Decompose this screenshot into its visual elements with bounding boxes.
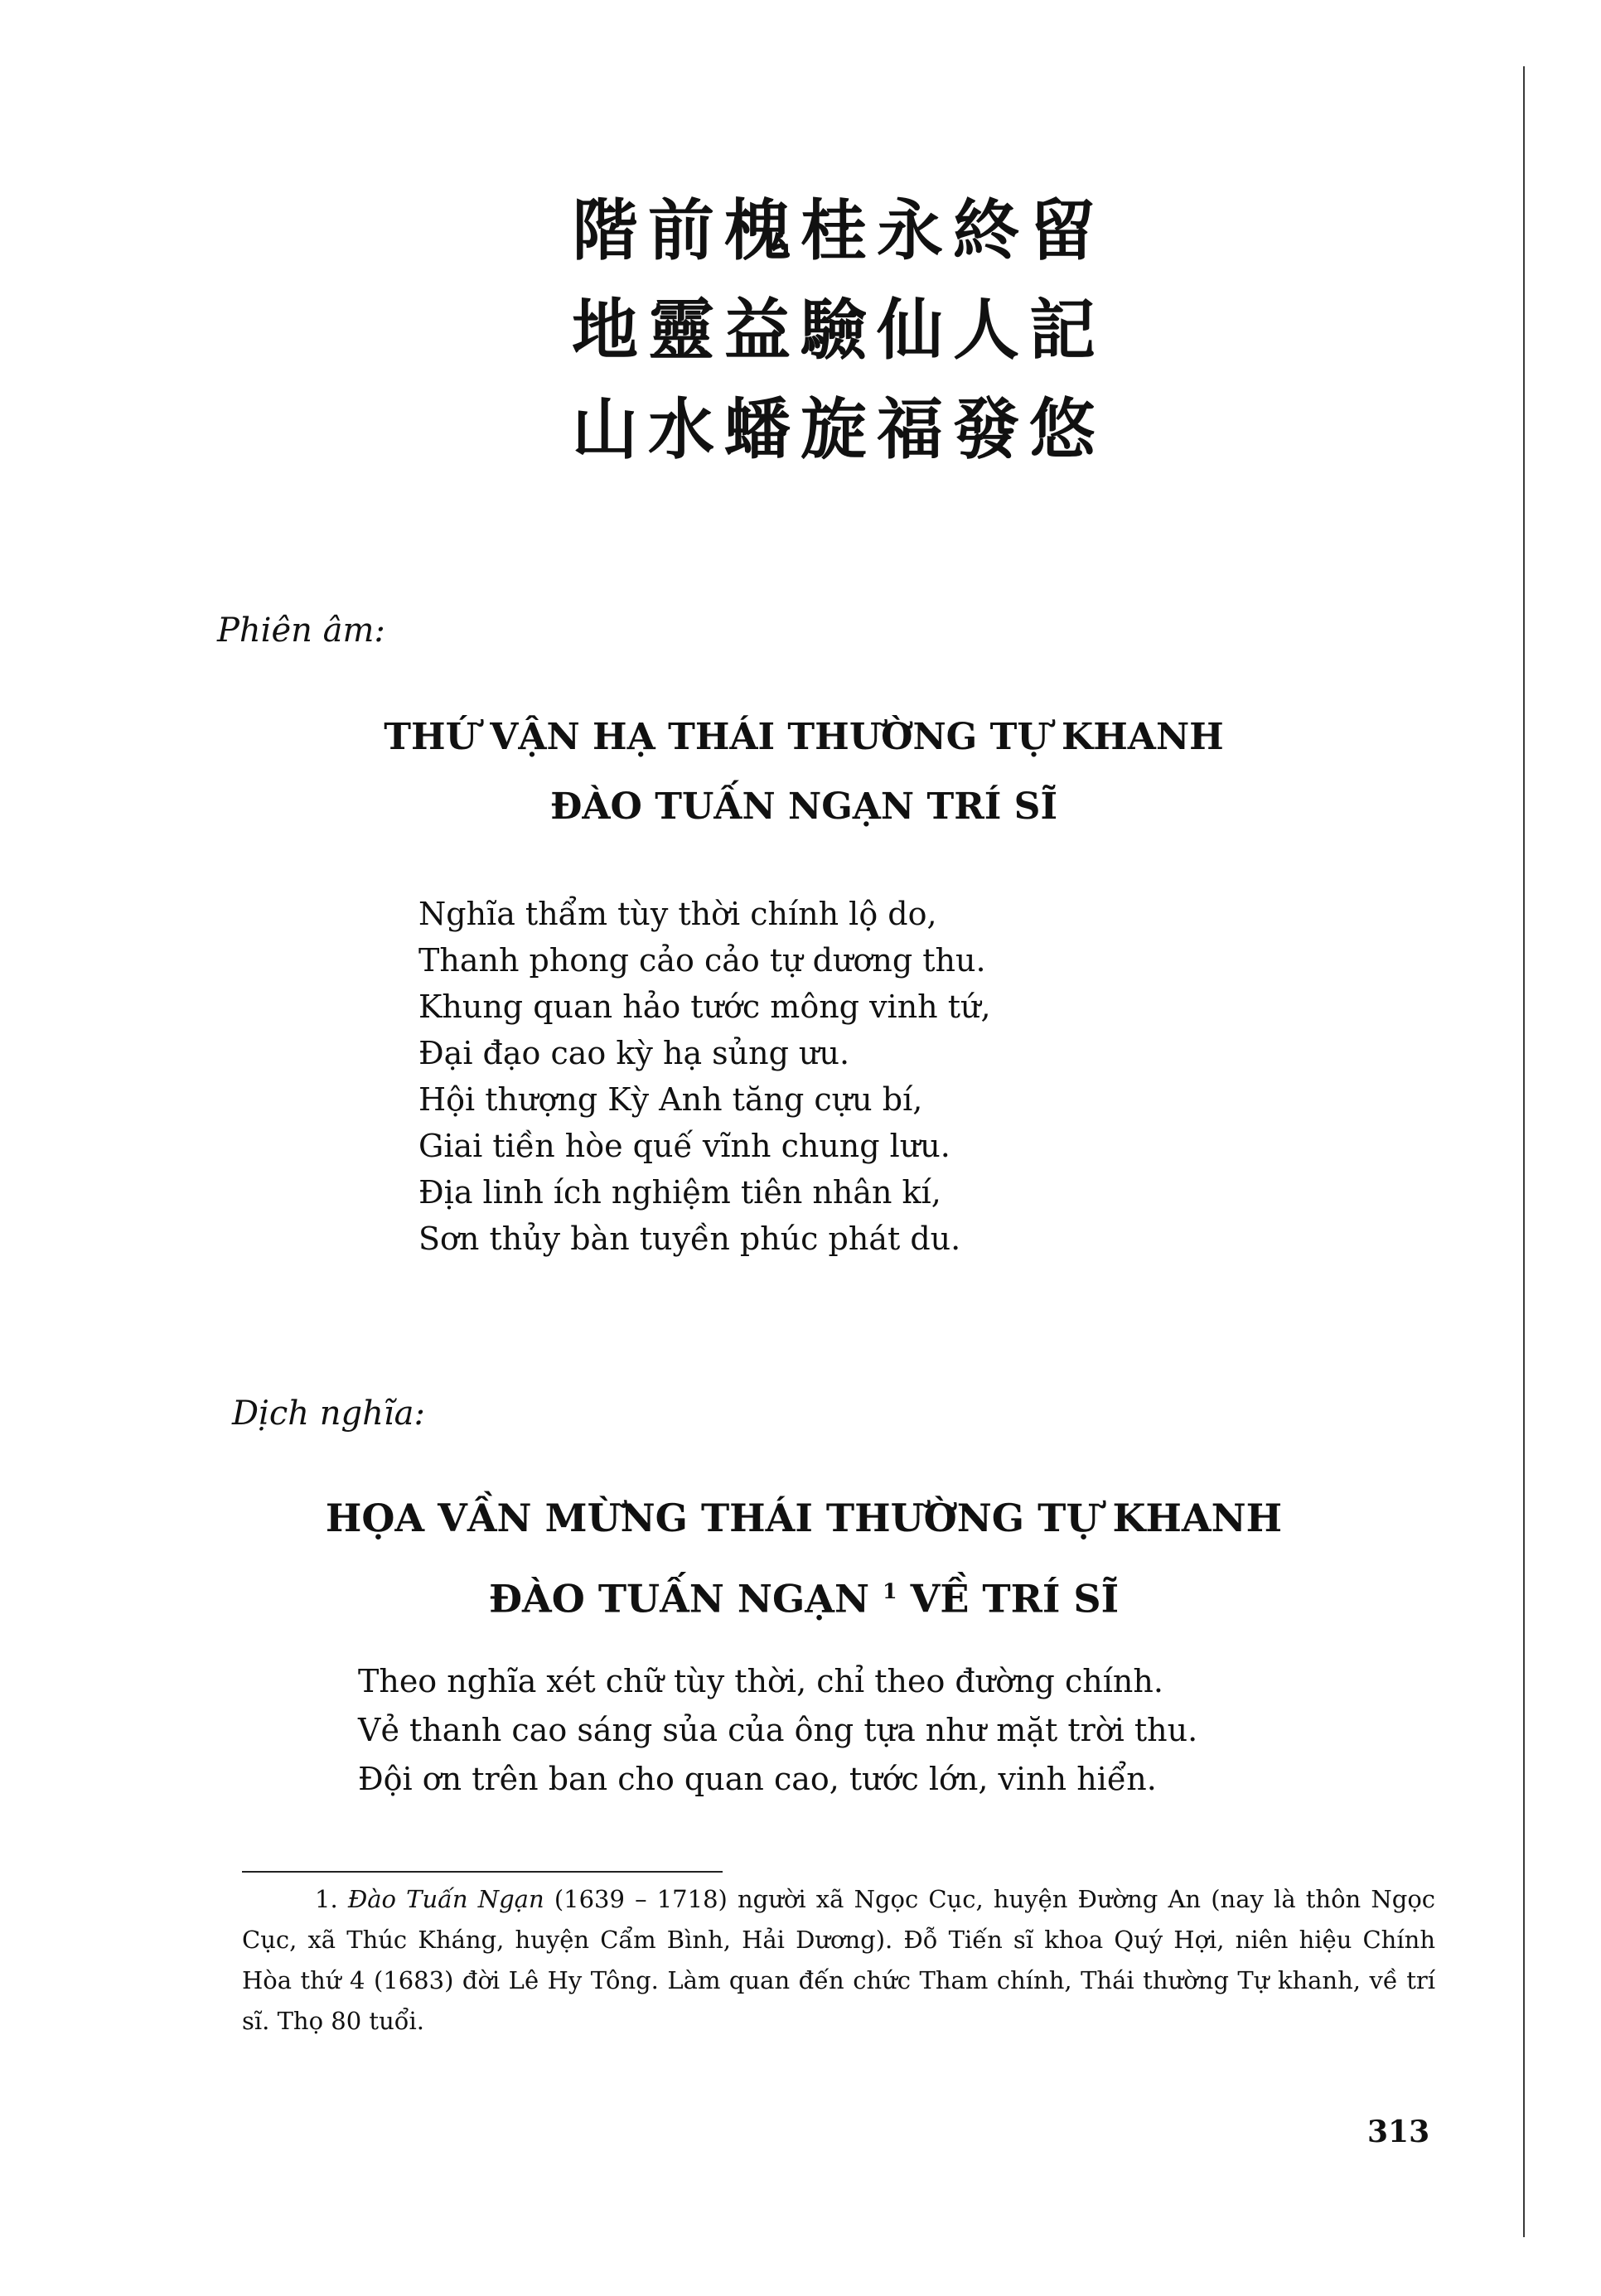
dich-nghia-label: Dịch nghĩa: [232,1395,425,1433]
chinese-poem [572,181,1152,479]
translation-line-3: Đội ơn trên ban cho quan cao, tước lớn, vinh hiển. [358,1761,1157,1797]
footnote [242,1879,1435,2042]
dich-nghia-title-line-1: HỌA VẦN MỪNG THÁI THƯỜNG TỰ KHANH [325,1496,1283,1540]
poem-line-6: Giai tiền hòe quế vĩnh chung lưu. [418,1128,950,1164]
footnote-name: Đào Tuấn Ngạn [347,1885,544,1913]
page-edge-rule [1523,66,1525,2237]
poem-line-8: Sơn thủy bàn tuyền phúc phát du. [418,1221,961,1257]
poem-line-4: Đại đạo cao kỳ hạ sủng ưu. [418,1035,850,1071]
phien-am-title-line-1: THỨ VẬN HẠ THÁI THƯỜNG TỰ KHANH [384,716,1224,758]
poem-line-1: Nghĩa thẩm tùy thời chính lộ do, [418,896,937,932]
poem-line-3: Khung quan hảo tước mông vinh tứ, [418,988,991,1025]
phien-am-label: Phiên âm: [217,611,385,650]
footnote-number: 1. [315,1885,338,1913]
translation-line-1: Theo nghĩa xét chữ tùy thời, chỉ theo đường chính. [358,1663,1163,1699]
dich-nghia-title-tail: VỀ TRÍ SĨ [910,1576,1120,1622]
phien-am-title-line-2: ĐÀO TUẤN NGẠN TRÍ SĨ [549,785,1058,828]
phien-am-poem [418,891,991,1262]
page-number: 313 [1367,2115,1430,2149]
translation-text [358,1657,1197,1804]
translation-line-2: Vẻ thanh cao sáng sủa của ông tựa như mặt trời thu. [358,1712,1198,1748]
poem-line-5: Hội thượng Kỳ Anh tăng cựu bí, [418,1081,923,1118]
chinese-line-3: 山水蟠旋福發悠 [572,390,1105,468]
poem-line-2: Thanh phong cảo cảo tự dương thu. [418,942,986,979]
dich-nghia-title [249,1482,1359,1635]
chinese-line-1: 階前槐桂永終留 [572,191,1105,269]
phien-am-title [249,703,1359,842]
dich-nghia-title-name: ĐÀO TUẤN NGẠN [488,1576,869,1622]
footnote-text: (1639 – 1718) người xã Ngọc Cục, huyện Đường An (nay là thôn Ngọc Cục, xã Thúc Kháng, huyện Cẩm Bình, Hải Dương). Đỗ Tiến sĩ khoa Quý Hợi, niên hiệu Chính Hòa thứ 4 (1683) đời Lê Hy Tông. Làm quan đến chức Tham chính, Thái thường Tự khanh, về trí sĩ. Thọ 80 tuổi. [242,1885,1436,2035]
poem-line-7: Địa linh ích nghiệm tiên nhân kí, [418,1174,941,1211]
chinese-line-2: 地靈益驗仙人記 [572,291,1105,369]
footnote-separator [242,1871,723,1873]
dich-nghia-title-line-2 [249,1554,1359,1635]
footnote-marker: 1 [883,1578,897,1603]
